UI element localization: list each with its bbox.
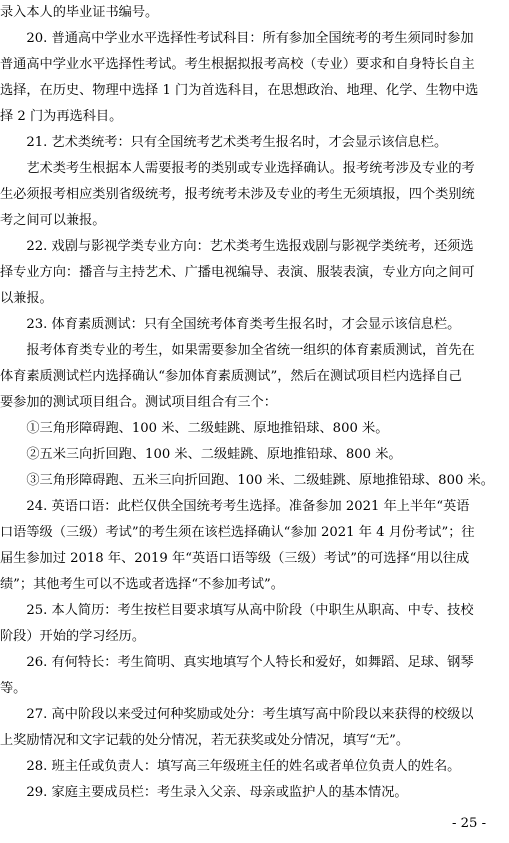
text-line: 录入本人的毕业证书编号。 [0,5,159,20]
text-line: 体育素质测试栏内选择确认“参加体育素质测试”，然后在测试项目栏内选择自己 [0,369,462,384]
text-line: 考之间可以兼报。 [0,213,106,228]
text-line: 23. 体育素质测试：只有全国统考体育类考生报名时，才会显示该信息栏。 [0,317,461,332]
text-line: 普通高中学业水平选择性考试。考生根据拟报考高校（专业）要求和自身特长自主 [0,57,475,72]
text-line: 26. 有何特长：考生简明、真实地填写个人特长和爱好，如舞蹈、足球、钢琴 [0,655,474,670]
text-line: 以兼报。 [0,291,53,306]
text-line: 20. 普通高中学业水平选择性考试科目：所有参加全国统考的考生须同时参加 [0,31,474,46]
text-line: 27. 高中阶段以来受过何种奖励或处分：考生填写高中阶段以来获得的校级以 [0,707,474,722]
text-line: 择专业方向：播音与主持艺术、广播电视编导、表演、服装表演，专业方向之间可 [0,265,475,280]
text-line: 艺术类考生根据本人需要报考的类别或专业选择确认。报考统考涉及专业的考 [0,161,475,176]
text-line: 届生参加过 2018 年、2019 年“英语口语等级（三级）考试”的可选择“用以往成 [0,551,470,566]
text-line: 择 2 门为再选科目。 [0,109,123,124]
text-line: 生必须报考相应类别省级统考，报考统考未涉及专业的考生无须填报，四个类别统 [0,187,475,202]
page-number: - 25 - [452,816,487,831]
text-line: 选择，在历史、物理中选择 1 门为首选科目，在思想政治、地理、化学、生物中选 [0,83,479,98]
text-line: 口语等级（三级）考试”的考生须在该栏选择确认“参加 2021 年 4 月份考试”；往 [0,525,475,540]
text-line: 要参加的测试项目组合。测试项目组合有三个： [0,395,277,410]
text-line: 24. 英语口语：此栏仅供全国统考考生选择。准备参加 2021 年上半年“英语 [0,499,470,514]
text-line: 报考体育类专业的考生，如果需要参加全省统一组织的体育素质测试，首先在 [0,343,475,358]
text-line: 29. 家庭主要成员栏：考生录入父亲、母亲或监护人的基本情况。 [0,785,408,800]
text-line: 22. 戏剧与影视学类专业方向：艺术类考生选报戏剧与影视学类统考，还须选 [0,239,474,254]
text-line: 21. 艺术类统考：只有全国统考艺术类考生报名时，才会显示该信息栏。 [0,135,448,150]
text-line: 25. 本人简历：考生按栏目要求填写从高中阶段（中职生从职高、中专、技校 [0,603,474,618]
text-line: ①三角形障碍跑、100 米、二级蛙跳、原地推铅球、800 米。 [0,421,389,436]
text-line: 阶段）开始的学习经历。 [0,629,146,644]
text-line: ②五米三向折回跑、100 米、二级蛙跳、原地推铅球、800 米。 [0,447,402,462]
text-line: 上奖励情况和文字记载的处分情况，若无获奖或处分情况，填写“无”。 [0,733,410,748]
text-line: 绩”；其他考生可以不选或者选择“不参加考试”。 [0,577,284,592]
text-line: ③三角形障碍跑、五米三向折回跑、100 米、二级蛙跳、原地推铅球、800 米。 [0,473,494,488]
text-line: 28. 班主任或负责人：填写高三年级班主任的姓名或者单位负责人的姓名。 [0,759,461,774]
text-line: 等。 [0,681,27,696]
